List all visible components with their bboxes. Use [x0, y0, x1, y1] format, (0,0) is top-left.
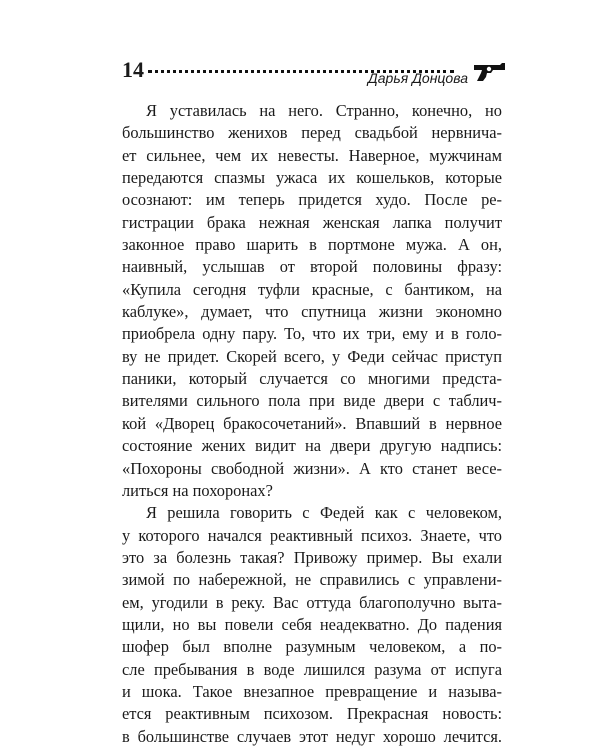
- text-line: щили, но вы повели себя неадекватно. До падения: [122, 614, 502, 634]
- text-line: осознают: им теперь придется худо. После ре-: [122, 190, 502, 210]
- text-line: ет сильнее, чем их невесты. Наверное, мужчинам: [122, 145, 502, 165]
- text-line: литься на похоронах?: [122, 480, 273, 500]
- running-header: [122, 58, 506, 86]
- text-line: состояние жених видит на двери другую надпись:: [122, 436, 502, 456]
- text-line: «Купила сегодня туфли красные, с бантиком, на: [122, 279, 502, 299]
- text-line: паники, который случается со многими предста-: [122, 369, 502, 389]
- text-line: «Похороны свободной жизни». А кто станет весе-: [122, 458, 502, 478]
- text-line: в большинстве случаев этот недуг хорошо лечится.: [122, 726, 502, 746]
- text-line: законное право шарить в портмоне мужа. А он,: [122, 235, 502, 255]
- page-body-text: [122, 100, 502, 748]
- text-line: шофер был вполне разумным человеком, а по-: [122, 637, 502, 657]
- text-line: у которого начался реактивный психоз. Знаете, что: [122, 525, 502, 545]
- author-name: Дарья Донцова: [367, 70, 468, 86]
- text-line: гистрации брака нежная женская лапка получит: [122, 212, 502, 232]
- text-line: Я уставилась на него. Странно, конечно, но: [146, 101, 502, 120]
- text-line: ем, угодили в реку. Вас оттуда благополучно выта-: [122, 592, 502, 612]
- text-line: передаются спазмы ужаса их кошельков, которые: [122, 168, 502, 188]
- text-line: Я решила говорить с Федей как с человеком,: [146, 503, 502, 523]
- text-line: это за болезнь такая? Привожу пример. Вы ехали: [122, 547, 502, 567]
- text-line: приобрела одну пару. То, что их три, ему и в голо-: [122, 324, 502, 344]
- text-line: ется реактивным психозом. Прекрасная новость:: [122, 704, 502, 724]
- text-line: большинство женихов перед свадьбой нервнича-: [122, 123, 502, 143]
- text-line: наивный, услышав от второй половины фразу:: [122, 257, 502, 277]
- text-line: вителями сильного пола при виде двери с таблич-: [122, 391, 502, 411]
- text-line: и шока. Такое внезапное превращение и называ-: [122, 681, 502, 701]
- text-line: ву не придет. Скорей всего, у Феди сейчас приступ: [122, 346, 502, 366]
- text-line: зимой по набережной, не справились с управлени-: [122, 570, 502, 590]
- page-number: 14: [122, 57, 144, 82]
- text-line: каблуке», думает, что спутница жизни экономно: [122, 302, 502, 322]
- text-line: кой «Дворец бракосочетаний». Впавший в нервное: [122, 413, 502, 433]
- text-line: сле пребывания в воде лишился разума от испуга: [122, 659, 502, 679]
- revolver-icon: [472, 60, 506, 82]
